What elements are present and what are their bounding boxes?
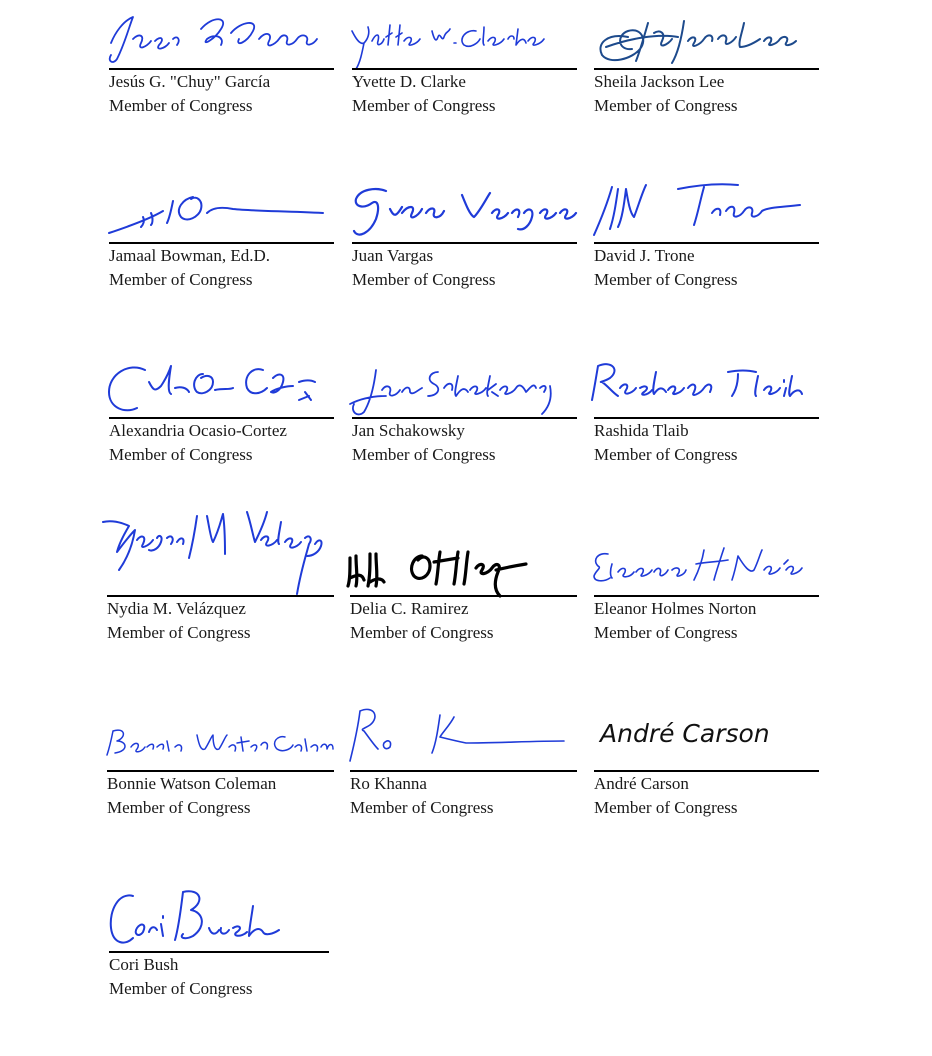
signer-title: Member of Congress — [594, 798, 738, 817]
signer-name: Jan Schakowsky — [352, 421, 465, 440]
signer-title: Member of Congress — [594, 445, 738, 464]
signature-line — [594, 770, 819, 772]
signature-line — [107, 595, 334, 597]
signature-block-velazquez — [107, 530, 337, 650]
signer-name: Sheila Jackson Lee — [594, 72, 725, 91]
signature-block-bush — [109, 886, 339, 1006]
handwritten-signature-velazquez — [101, 530, 341, 596]
signer-name: Juan Vargas — [352, 246, 434, 265]
signature-line — [109, 417, 334, 419]
signer-name: Nydia M. Velázquez — [107, 599, 246, 618]
handwritten-signature-clarke — [346, 3, 586, 69]
handwritten-signature-watson-coleman — [101, 705, 341, 771]
signer-title: Member of Congress — [107, 798, 251, 817]
signer-name: Eleanor Holmes Norton — [594, 599, 757, 618]
signature-line — [350, 595, 577, 597]
signer-name: Bonnie Watson Coleman — [107, 774, 277, 793]
signer-title: Member of Congress — [594, 270, 738, 289]
signer-name: Ro Khanna — [350, 774, 427, 793]
signer-name: Alexandria Ocasio-Cortez — [109, 421, 287, 440]
signature-line — [594, 595, 819, 597]
signature-block-trone — [594, 177, 824, 297]
signature-line — [352, 417, 577, 419]
signature-line — [594, 242, 819, 244]
handwritten-signature-tlaib — [588, 352, 828, 418]
signature-block-khanna — [350, 705, 580, 825]
signer-title: Member of Congress — [352, 445, 496, 464]
signature-block-ocasio-cortez — [109, 352, 339, 472]
handwritten-signature-vargas — [346, 177, 586, 243]
signer-title: Member of Congress — [109, 445, 253, 464]
signer-name: Rashida Tlaib — [594, 421, 689, 440]
signer-name: David J. Trone — [594, 246, 695, 265]
signature-block-jackson-lee — [594, 3, 824, 123]
signature-block-schakowsky — [352, 352, 582, 472]
signature-block-vargas — [352, 177, 582, 297]
signature-line — [109, 68, 334, 70]
signer-title: Member of Congress — [352, 270, 496, 289]
signer-title: Member of Congress — [109, 270, 253, 289]
signature-block-bowman — [109, 177, 339, 297]
signer-title: Member of Congress — [109, 96, 253, 115]
handwritten-signature-ramirez — [344, 530, 584, 596]
signature-block-clarke — [352, 3, 582, 123]
signature-line — [594, 417, 819, 419]
signature-line — [350, 770, 577, 772]
signature-line — [352, 68, 577, 70]
handwritten-signature-trone — [588, 177, 828, 243]
signer-title: Member of Congress — [350, 798, 494, 817]
signature-block-tlaib — [594, 352, 824, 472]
handwritten-signature-jackson-lee — [588, 3, 828, 69]
signer-name: Cori Bush — [109, 955, 179, 974]
handwritten-signature-bush — [103, 886, 343, 952]
signature-block-watson-coleman — [107, 705, 337, 825]
signer-name: André Carson — [594, 774, 689, 793]
handwritten-signature-schakowsky — [346, 352, 586, 418]
signer-name: Jesús G. "Chuy" García — [109, 72, 271, 91]
signer-name: Yvette D. Clarke — [352, 72, 466, 91]
signature-block-garcia — [109, 3, 339, 123]
typed-signature-carson: André Carson — [600, 719, 770, 748]
signer-title: Member of Congress — [109, 979, 253, 998]
signer-title: Member of Congress — [352, 96, 496, 115]
handwritten-signature-khanna — [344, 705, 584, 771]
signature-line — [107, 770, 334, 772]
handwritten-signature-garcia — [103, 3, 343, 69]
signature-block-carson — [594, 705, 824, 825]
signature-line — [352, 242, 577, 244]
signature-line — [109, 242, 334, 244]
signature-line — [594, 68, 819, 70]
handwritten-signature-bowman — [103, 177, 343, 243]
handwritten-signature-ocasio-cortez — [103, 352, 343, 418]
signer-name: Jamaal Bowman, Ed.D. — [109, 246, 270, 265]
signer-title: Member of Congress — [107, 623, 251, 642]
signer-title: Member of Congress — [350, 623, 494, 642]
signature-line — [109, 951, 329, 953]
handwritten-signature-norton — [588, 530, 828, 596]
signer-title: Member of Congress — [594, 623, 738, 642]
signer-name: Delia C. Ramirez — [350, 599, 469, 618]
signature-block-norton — [594, 530, 824, 650]
signature-block-ramirez — [350, 530, 580, 650]
signer-title: Member of Congress — [594, 96, 738, 115]
